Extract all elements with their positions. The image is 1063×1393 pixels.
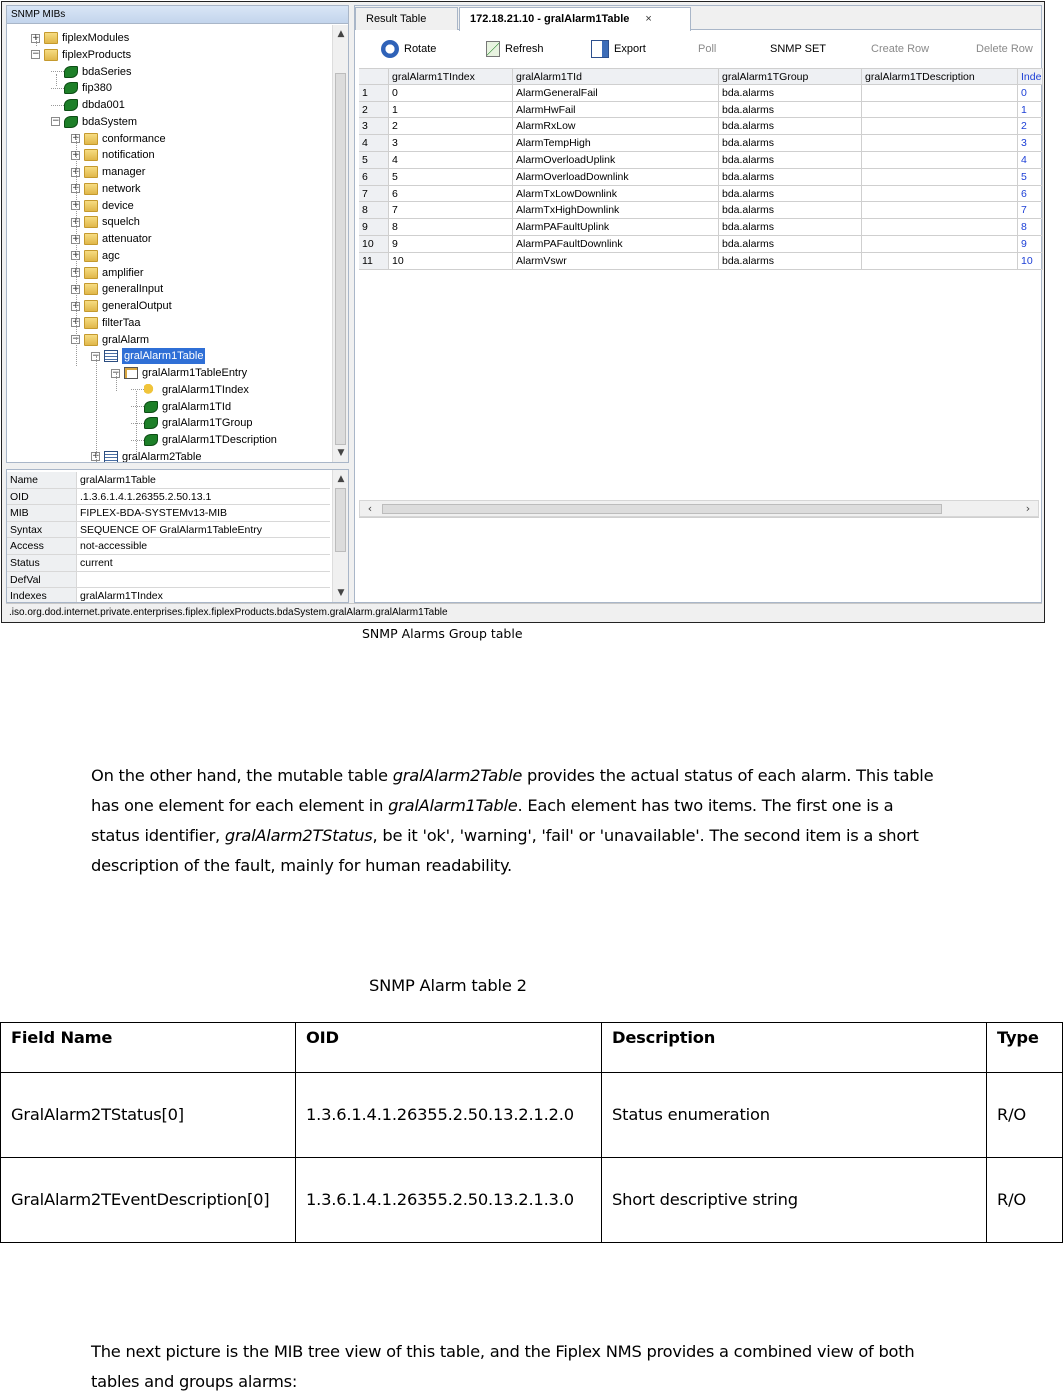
grid-cell[interactable]: 3	[1018, 135, 1043, 152]
tab-result-table[interactable]	[355, 7, 458, 30]
tree-node[interactable]	[131, 432, 277, 448]
snmp-alarm-table-2	[0, 1022, 1063, 1243]
grid-cell[interactable]	[862, 135, 1018, 152]
tree-node[interactable]	[51, 64, 132, 80]
property-value: .1.3.6.1.4.1.26355.2.50.13.1	[80, 490, 212, 503]
tree-node[interactable]	[71, 265, 144, 281]
mib-tree	[7, 26, 332, 462]
grid-cell[interactable]: 9	[1018, 236, 1043, 253]
tree-guide-line	[96, 356, 97, 462]
mib-tree-title: SNMP MIBs	[7, 6, 348, 24]
rotate-button[interactable]	[381, 38, 436, 60]
property-row	[7, 522, 330, 539]
tab-label: 172.18.21.10 - gralAlarm1Table	[470, 13, 630, 25]
tree-node[interactable]	[71, 131, 166, 147]
collapse-icon[interactable]: −	[72, 334, 80, 344]
grid-cell[interactable]: 6	[1018, 186, 1043, 203]
oid-cell: 1.3.6.1.4.1.26355.2.50.13.2.1.3.0	[296, 1158, 602, 1243]
entry-icon	[124, 367, 138, 379]
folder-icon	[84, 267, 98, 279]
grid-cell[interactable]: bda.alarms	[719, 169, 862, 186]
folder-icon	[84, 166, 98, 178]
tree-connector	[51, 88, 64, 89]
property-name: OID	[7, 489, 77, 505]
tree-node-label: generalInput	[102, 283, 164, 296]
tree-connector	[131, 406, 144, 407]
grid-cell[interactable]	[862, 152, 1018, 169]
folder-icon	[84, 149, 98, 161]
figure-caption: SNMP Alarms Group table	[362, 626, 523, 641]
emphasis: gralAlarm2TStatus	[224, 826, 373, 845]
tree-node[interactable]	[91, 449, 201, 462]
grid-cell[interactable]	[862, 85, 1018, 102]
expand-icon[interactable]: +	[72, 166, 80, 177]
grid-cell[interactable]: AlarmTxLowDownlink	[513, 186, 719, 203]
tree-node[interactable]	[91, 348, 205, 364]
grid-cell[interactable]: 7	[389, 202, 513, 219]
folder-icon	[84, 233, 98, 245]
tree-node-label: gralAlarm2Table	[122, 450, 202, 462]
grid-cell[interactable]: bda.alarms	[719, 186, 862, 203]
property-value: gralAlarm1Table	[80, 474, 156, 486]
grid-horizontal-scrollbar[interactable]	[359, 500, 1039, 517]
scroll-down-arrow-icon[interactable]: ▼	[337, 588, 345, 598]
grid-cell[interactable]	[862, 219, 1018, 236]
right-pane	[354, 5, 1042, 603]
table-row	[1, 1073, 1063, 1158]
tree-connector	[131, 389, 144, 390]
tab-label: Result Table	[366, 13, 427, 25]
rotate-label: Rotate	[404, 43, 437, 55]
grid-column-header[interactable]: gralAlarm1TIndex	[389, 68, 513, 85]
tree-guide-line	[56, 74, 57, 86]
leaf-icon	[64, 99, 78, 111]
expand-icon[interactable]: +	[72, 267, 80, 277]
text-run: . Each element has two items. The first one is a status identifier,	[91, 796, 894, 845]
grid-cell[interactable]: bda.alarms	[719, 219, 862, 236]
grid-cell[interactable]: 1	[389, 102, 513, 119]
grid-corner-cell	[359, 68, 389, 85]
snmp-mib-browser-screenshot	[1, 1, 1045, 623]
tree-node-label: network	[102, 182, 141, 195]
tree-node-label: attenuator	[102, 233, 152, 245]
folder-icon	[44, 32, 58, 44]
folder-icon	[84, 334, 98, 346]
folder-icon	[84, 300, 98, 312]
tree-node[interactable]	[31, 30, 129, 46]
tree-node-label: amplifier	[102, 266, 144, 279]
field-name-cell: GralAlarm2TEventDescription[0]	[1, 1158, 296, 1243]
body-paragraph: The next picture is the MIB tree view of this table, and the Fiplex NMS provides a combined view of both tables and groups alarms:	[91, 1342, 915, 1391]
grid-column-header[interactable]: gralAlarm1TDescription	[862, 68, 1018, 85]
leaf-icon	[144, 417, 158, 429]
tree-connector	[51, 71, 64, 72]
refresh-label: Refresh	[505, 43, 544, 55]
body-paragraph	[91, 761, 941, 881]
mib-tree-panel	[6, 5, 349, 463]
type-cell: R/O	[987, 1158, 1063, 1243]
property-row	[7, 555, 330, 572]
grid-cell[interactable]: bda.alarms	[719, 152, 862, 169]
leaf-icon	[64, 66, 78, 78]
grid-cell[interactable]: bda.alarms	[719, 236, 862, 253]
folder-icon	[84, 317, 98, 329]
poll-label: Poll	[698, 43, 717, 55]
grid-row-number[interactable]: 10	[359, 236, 389, 253]
grid-cell[interactable]: 7	[1018, 202, 1043, 219]
description-cell: Status enumeration	[602, 1073, 987, 1158]
grid-cell[interactable]: 1	[1018, 102, 1043, 119]
tree-guide-line	[36, 38, 37, 46]
tree-node-label: gralAlarm	[102, 333, 150, 346]
expand-icon[interactable]: +	[32, 32, 40, 43]
tree-node[interactable]	[71, 147, 155, 163]
grid-cell[interactable]: AlarmVswr	[513, 253, 719, 270]
grid-cell[interactable]: bda.alarms	[719, 102, 862, 119]
tree-node[interactable]	[111, 365, 247, 381]
property-name: Syntax	[7, 522, 77, 538]
grid-cell[interactable]: 10	[1018, 253, 1043, 270]
tree-connector	[131, 423, 144, 424]
grid-cell[interactable]: AlarmTempHigh	[513, 135, 719, 152]
text-run: , be it 'ok', 'warning', 'fail' or 'unavailable'. The second item is a short description of the fault, mainly for human readability.	[91, 826, 919, 875]
close-tab-icon[interactable]: ×	[645, 13, 652, 25]
grid-cell[interactable]: 6	[389, 186, 513, 203]
table-caption: SNMP Alarm table 2	[369, 976, 527, 995]
expand-icon[interactable]: +	[72, 183, 80, 194]
property-row	[7, 588, 330, 603]
text-run: On the other hand, the mutable table	[91, 766, 393, 785]
left-pane	[6, 5, 349, 603]
leaf-icon	[64, 82, 78, 94]
field-name-cell: GralAlarm2TStatus[0]	[1, 1073, 296, 1158]
grid-row-number[interactable]: 7	[359, 186, 389, 203]
property-value: not-accessible	[80, 540, 148, 553]
tree-node-label: filterTaa	[102, 316, 141, 329]
grid-column-header[interactable]: gralAlarm1TGroup	[719, 68, 862, 85]
leaf-icon	[64, 116, 78, 128]
tree-connector	[51, 105, 64, 106]
property-value: current	[80, 557, 113, 569]
tab-gralalarm1table[interactable]	[459, 7, 691, 31]
table-icon	[104, 350, 118, 362]
property-value: gralAlarm1TIndex	[80, 590, 163, 603]
export-label: Export	[614, 43, 646, 55]
grid-cell[interactable]: bda.alarms	[719, 85, 862, 102]
expand-icon[interactable]: +	[72, 233, 80, 244]
property-name: Status	[7, 555, 77, 571]
property-name: Name	[7, 472, 77, 488]
toolbar	[355, 34, 1041, 64]
tree-node[interactable]	[131, 382, 249, 398]
tree-node-label: dbda001	[82, 99, 125, 111]
tree-node-label: gralAlarm1TIndex	[162, 383, 249, 396]
folder-icon	[84, 216, 98, 228]
grid-cell[interactable]: 4	[389, 152, 513, 169]
snmp-set-label: SNMP SET	[770, 43, 827, 55]
property-row	[7, 505, 330, 522]
collapse-icon[interactable]: −	[52, 116, 60, 127]
tree-node[interactable]	[71, 231, 152, 247]
property-name: DefVal	[7, 572, 77, 588]
tree-vertical-scrollbar[interactable]	[332, 25, 348, 462]
grid-cell[interactable]	[862, 202, 1018, 219]
tree-node[interactable]	[71, 164, 145, 180]
grid-cell[interactable]: AlarmPAFaultDownlink	[513, 236, 719, 253]
expand-icon[interactable]: +	[72, 250, 80, 261]
grid-row-number[interactable]: 9	[359, 219, 389, 236]
header-oid: OID	[296, 1023, 602, 1073]
folder-icon	[44, 49, 58, 61]
create-row-label: Create Row	[871, 43, 930, 55]
text-run: provides the actual status of each alarm. This table has one element for each element in	[91, 766, 934, 815]
folder-icon	[84, 133, 98, 145]
tree-node-label: bdaSystem	[82, 115, 138, 128]
header-type: Type	[987, 1023, 1063, 1073]
snmp-set-button[interactable]	[770, 38, 826, 60]
tree-node[interactable]	[71, 332, 149, 348]
grid-cell[interactable]: bda.alarms	[719, 253, 862, 270]
grid-cell[interactable]: AlarmHwFail	[513, 102, 719, 119]
grid-cell[interactable]: 10	[389, 253, 513, 270]
grid-cell[interactable]: 5	[389, 169, 513, 186]
property-value	[77, 572, 330, 588]
folder-icon	[84, 250, 98, 262]
grid-row-number[interactable]: 3	[359, 118, 389, 135]
grid-cell[interactable]	[862, 118, 1018, 135]
expand-icon[interactable]: +	[92, 451, 100, 462]
grid-cell[interactable]	[862, 186, 1018, 203]
tree-node-label: notification	[102, 149, 155, 162]
tree-node[interactable]	[71, 281, 163, 297]
property-row	[7, 572, 330, 589]
folder-icon	[84, 200, 98, 212]
grid-cell[interactable]: AlarmGeneralFail	[513, 85, 719, 102]
tree-node[interactable]	[71, 298, 172, 314]
export-button[interactable]	[591, 38, 646, 60]
emphasis: gralAlarm2Table	[392, 766, 523, 785]
tree-node[interactable]	[131, 399, 231, 415]
grid-row-number[interactable]: 2	[359, 102, 389, 119]
result-grid	[359, 68, 1043, 268]
tree-node-label: fip380	[82, 82, 112, 95]
tree-node-label: conformance	[102, 132, 166, 145]
tree-node-label: generalOutput	[102, 300, 172, 312]
scroll-right-arrow-icon[interactable]: ›	[1025, 502, 1031, 515]
grid-cell[interactable]: 2	[1018, 118, 1043, 135]
grid-cell[interactable]: 8	[1018, 219, 1043, 236]
delete-row-label: Delete Row	[976, 43, 1033, 55]
grid-column-header[interactable]: gralAlarm1TId	[513, 68, 719, 85]
refresh-button[interactable]	[486, 38, 544, 60]
grid-cell[interactable]: bda.alarms	[719, 118, 862, 135]
tree-guide-line	[116, 373, 117, 391]
tree-node-label: device	[102, 199, 134, 212]
tree-node-label: gralAlarm1TGroup	[162, 417, 253, 430]
scroll-down-arrow-icon[interactable]: ▼	[337, 448, 345, 458]
expand-icon[interactable]: +	[72, 283, 80, 294]
tree-node[interactable]	[131, 415, 252, 431]
tree-node[interactable]	[71, 214, 140, 230]
leaf-icon	[144, 401, 158, 413]
table-icon	[104, 451, 118, 462]
tree-node[interactable]	[51, 114, 137, 130]
grid-row-number[interactable]: 1	[359, 85, 389, 102]
tree-node[interactable]	[71, 181, 141, 197]
property-name: Indexes	[7, 588, 77, 603]
grid-cell[interactable]	[862, 253, 1018, 270]
grid-cell[interactable]: AlarmPAFaultUplink	[513, 219, 719, 236]
grid-cell[interactable]: 2	[389, 118, 513, 135]
folder-icon	[84, 283, 98, 295]
tree-node-label: agc	[102, 249, 120, 262]
properties-scroll-thumb[interactable]	[335, 488, 346, 552]
grid-cell[interactable]: 5	[1018, 169, 1043, 186]
key-icon	[144, 384, 158, 396]
type-cell: R/O	[987, 1073, 1063, 1158]
property-row	[7, 472, 330, 489]
expand-icon[interactable]: +	[72, 300, 80, 311]
grid-cell[interactable]	[862, 236, 1018, 253]
refresh-icon	[486, 41, 500, 57]
grid-cell[interactable]: 3	[389, 135, 513, 152]
grid-scroll-thumb[interactable]	[382, 504, 942, 514]
rotate-icon	[381, 40, 399, 58]
expand-icon[interactable]: +	[72, 133, 80, 143]
table-header-row	[1, 1023, 1063, 1073]
grid-row-number[interactable]: 6	[359, 169, 389, 186]
grid-cell[interactable]: 4	[1018, 152, 1043, 169]
tree-scroll-thumb[interactable]	[335, 73, 346, 445]
grid-cell[interactable]: AlarmOverloadDownlink	[513, 169, 719, 186]
property-value: FIPLEX-BDA-SYSTEMv13-MIB	[80, 507, 228, 520]
tree-node[interactable]	[31, 47, 131, 63]
mib-properties-panel	[6, 469, 349, 603]
tree-node-label: squelch	[102, 216, 140, 229]
property-value: SEQUENCE OF GralAlarm1TableEntry	[80, 523, 263, 536]
grid-cell[interactable]: 0	[389, 85, 513, 102]
grid-row-number[interactable]: 11	[359, 253, 389, 270]
tree-node[interactable]	[71, 248, 120, 264]
tree-guide-line	[76, 136, 77, 366]
emphasis: gralAlarm1Table	[388, 796, 518, 815]
export-icon	[591, 40, 609, 58]
tree-node-label: bdaSeries	[82, 65, 132, 78]
tree-connector	[131, 440, 144, 441]
tree-node[interactable]	[71, 315, 141, 331]
properties-vertical-scrollbar[interactable]	[332, 470, 348, 602]
property-name: MIB	[7, 505, 77, 521]
tree-node[interactable]	[51, 97, 125, 113]
tree-guide-line	[136, 391, 137, 456]
property-row	[7, 489, 330, 506]
scroll-up-arrow-icon[interactable]: ▲	[337, 474, 345, 484]
poll-button[interactable]	[698, 38, 716, 60]
details-area	[359, 517, 1039, 599]
collapse-icon[interactable]: −	[112, 367, 120, 378]
expand-icon[interactable]: +	[72, 200, 80, 210]
oid-cell: 1.3.6.1.4.1.26355.2.50.13.2.1.2.0	[296, 1073, 602, 1158]
folder-icon	[84, 183, 98, 195]
grid-cell[interactable]: AlarmOverloadUplink	[513, 152, 719, 169]
property-name: Access	[7, 538, 77, 554]
scroll-left-arrow-icon[interactable]: ‹	[367, 502, 373, 515]
grid-cell[interactable]	[862, 169, 1018, 186]
collapse-icon[interactable]: −	[32, 49, 40, 60]
tree-node-label: fiplexProducts	[62, 48, 132, 61]
tree-node-label: gralAlarm1Table	[124, 350, 204, 363]
grid-cell[interactable]: 9	[389, 236, 513, 253]
tree-node-label: gralAlarm1TableEntry	[142, 367, 248, 379]
grid-cell[interactable]: AlarmTxHighDownlink	[513, 202, 719, 219]
grid-row-number[interactable]: 8	[359, 202, 389, 219]
tree-node-label: gralAlarm1TDescription	[162, 434, 277, 446]
table-row	[1, 1158, 1063, 1243]
tree-node[interactable]	[71, 198, 134, 214]
expand-icon[interactable]: +	[72, 149, 80, 160]
oid-path-bar: .iso.org.dod.internet.private.enterprises.fiplex.fiplexProducts.bdaSystem.gralAlarm.gralAlarm1Table	[6, 603, 1042, 620]
property-row	[7, 538, 330, 555]
collapse-icon[interactable]: −	[92, 350, 100, 361]
grid-cell[interactable]: bda.alarms	[719, 202, 862, 219]
delete-row-button[interactable]	[976, 38, 1033, 60]
description-cell: Short descriptive string	[602, 1158, 987, 1243]
tree-node-label: manager	[102, 166, 146, 178]
expand-icon[interactable]: +	[72, 216, 80, 227]
tree-node-label: fiplexModules	[62, 32, 130, 44]
grid-row-number[interactable]: 4	[359, 135, 389, 152]
grid-cell[interactable]: 0	[1018, 85, 1043, 102]
grid-cell[interactable]: AlarmRxLow	[513, 118, 719, 135]
tree-node[interactable]	[51, 80, 112, 96]
tree-node-label: gralAlarm1TId	[162, 400, 232, 413]
header-description: Description	[602, 1023, 987, 1073]
grid-cell[interactable]	[862, 102, 1018, 119]
scroll-up-arrow-icon[interactable]: ▲	[337, 29, 345, 39]
grid-cell[interactable]: bda.alarms	[719, 135, 862, 152]
create-row-button[interactable]	[871, 38, 929, 60]
expand-icon[interactable]: +	[72, 317, 80, 328]
leaf-icon	[144, 434, 158, 446]
grid-row-number[interactable]: 5	[359, 152, 389, 169]
tab-bar	[355, 6, 1041, 30]
header-field-name: Field Name	[1, 1023, 296, 1073]
grid-cell[interactable]: 8	[389, 219, 513, 236]
grid-column-header[interactable]: Inde	[1018, 68, 1043, 85]
